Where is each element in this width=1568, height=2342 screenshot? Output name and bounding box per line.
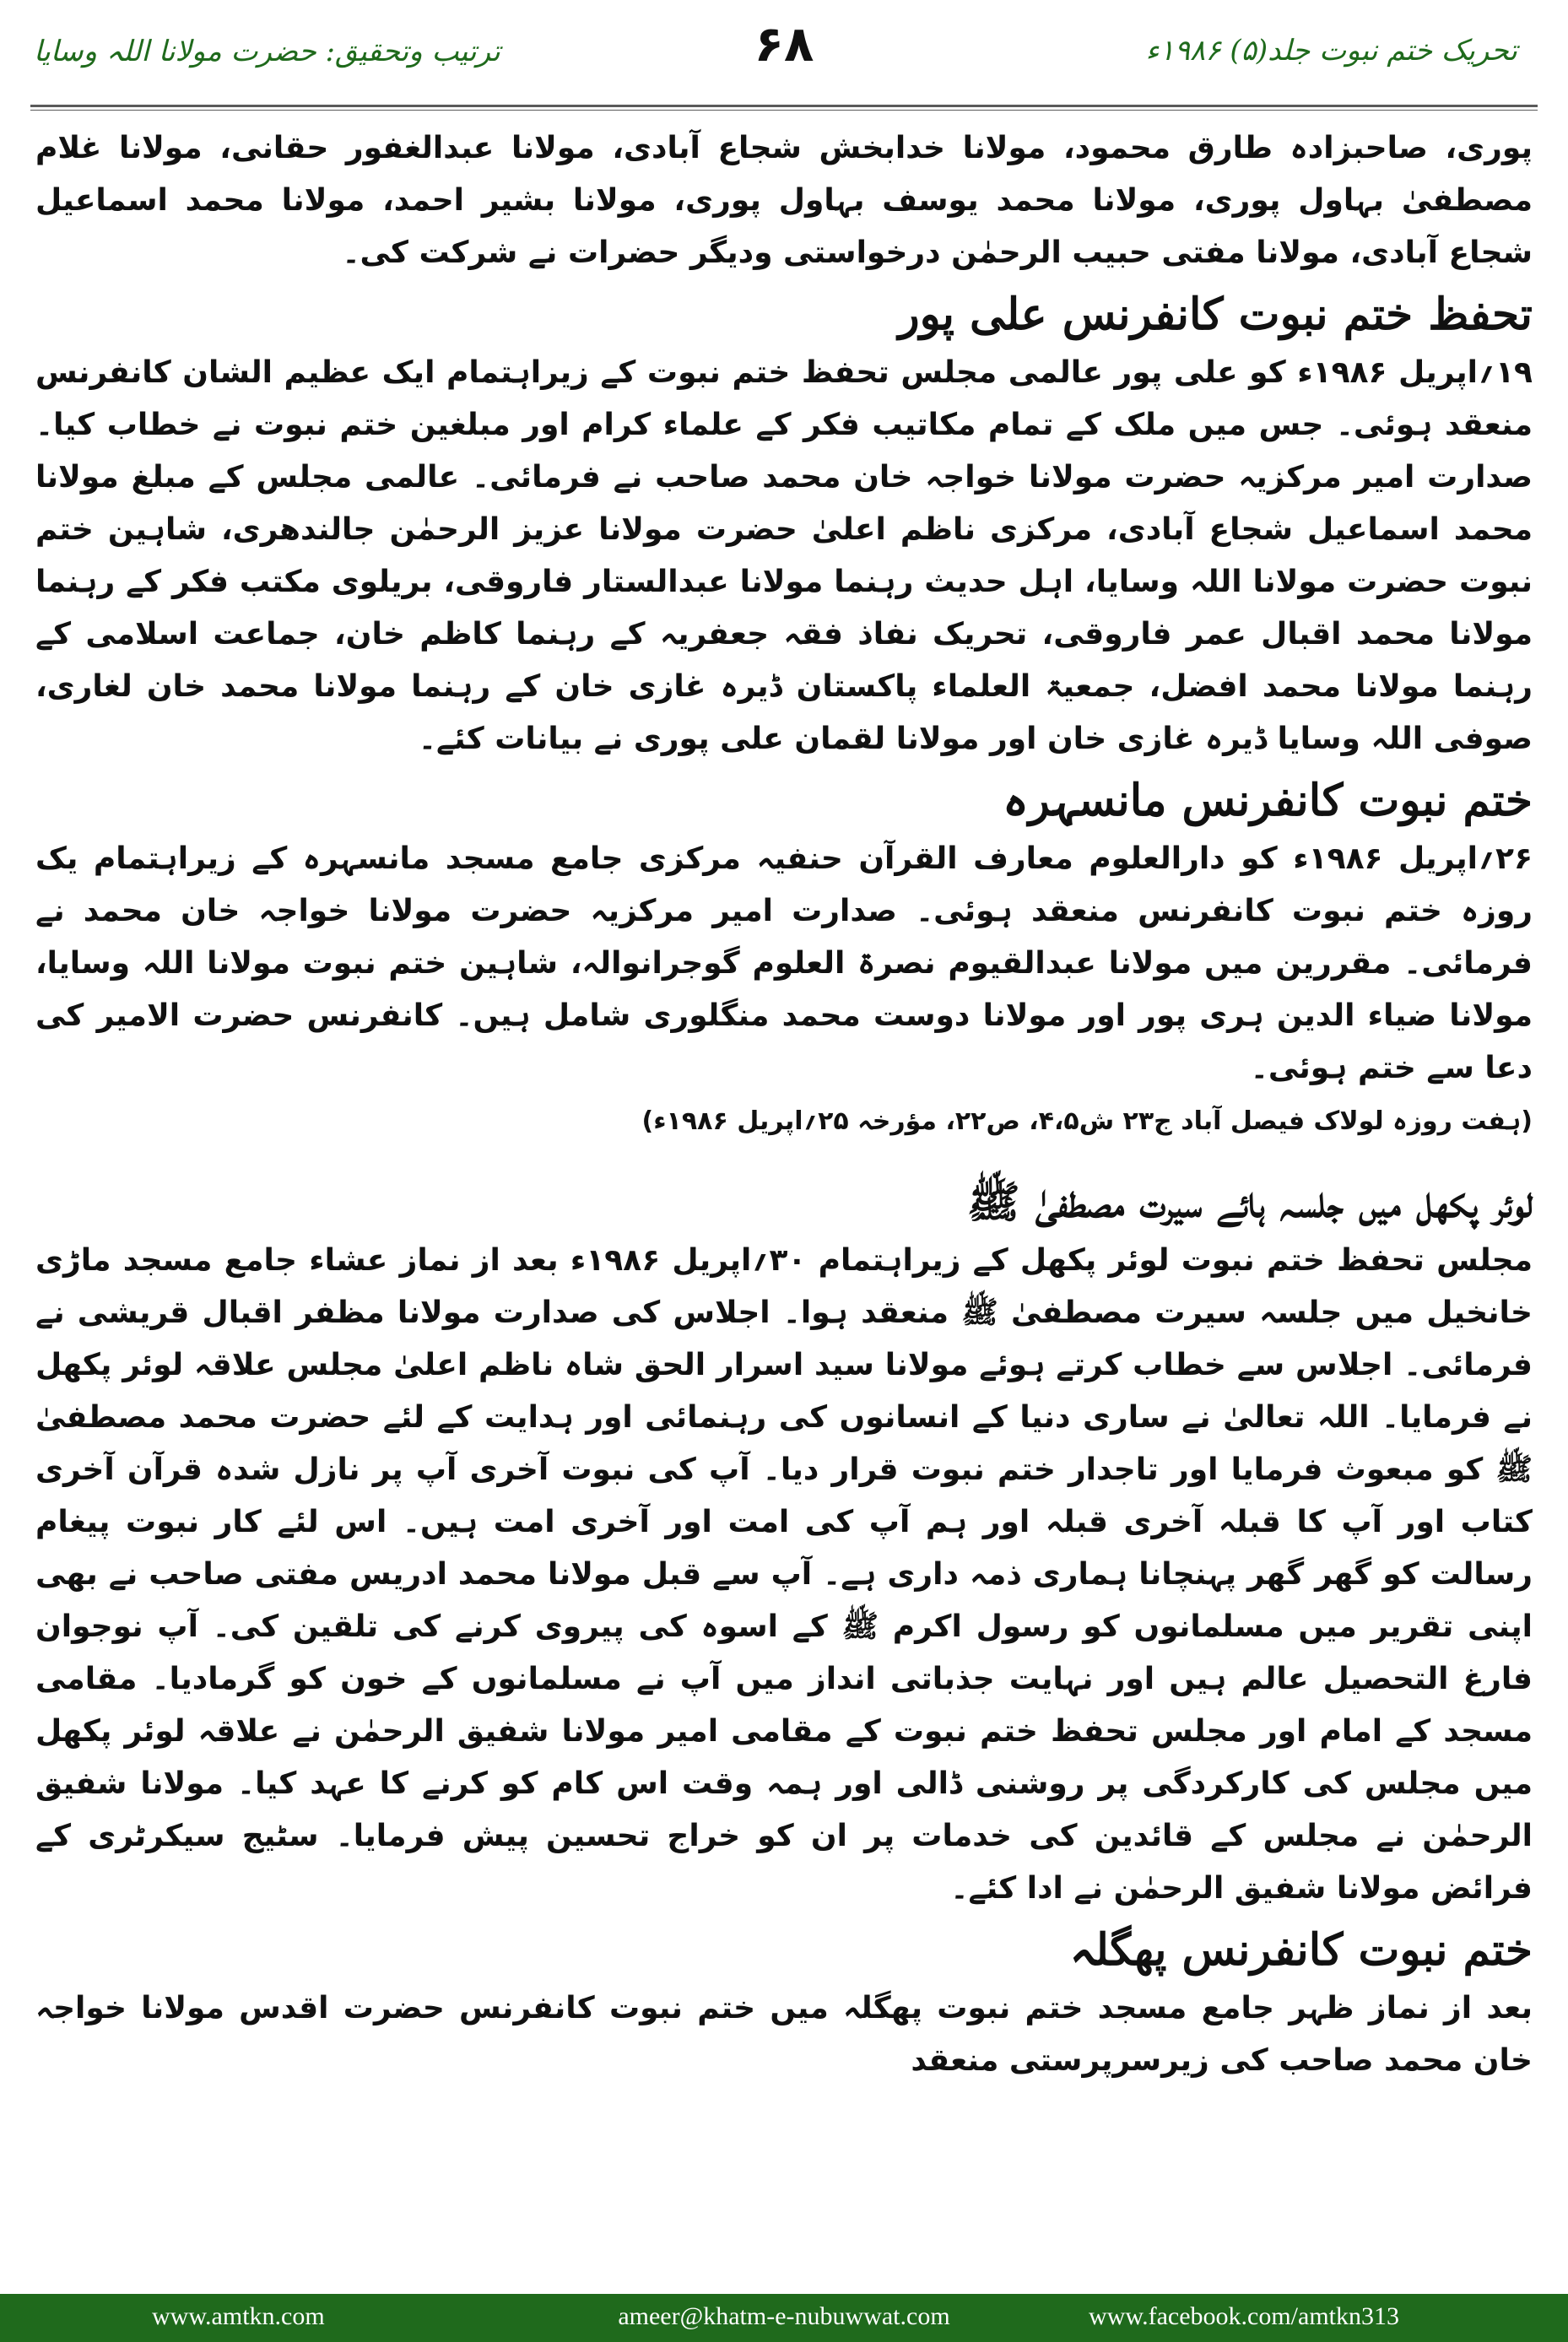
email-link[interactable]: ameer@khatm-e-nubuwwat.com xyxy=(618,2302,950,2330)
book-title: تحریک ختم نبوت جلد(۵) ۱۹۸۶ء xyxy=(1145,34,1517,68)
article-body xyxy=(35,122,1533,2087)
website-link[interactable]: www.amtkn.com xyxy=(152,2302,325,2330)
page-header xyxy=(0,0,1568,101)
section-heading: لوئر پکھل میں جلسہ ہائے سیرت مصطفیٰ ﷺ xyxy=(966,1176,1533,1228)
citation: (ہفت روزہ لولاک فیصل آباد ج۲۳ ش۴،۵، ص۲۲، مؤرخہ ۲۵؍اپریل ۱۹۸۶ء) xyxy=(641,1106,1533,1136)
paragraph: مجلس تحفظ ختم نبوت لوئر پکھل کے زیراہتمام ۳۰؍اپریل ۱۹۸۶ء بعد از نماز عشاء جامع مسجد ماڑی خانخیل میں جلسہ سیرت مصطفیٰ ﷺ منعقد ہوا۔ اجلاس کی صدارت مولانا مظفر اقبال قریشی نے فرمائی۔ اجلاس سے خطاب کرتے ہوئے مولانا سید اسرار الحق شاہ ناظم اعلیٰ مجلس علاقہ لوئر پکھل نے فرمایا۔ اللہ تعالیٰ نے ساری دنیا کے انسانوں کی رہنمائی اور ہدایت کے لئے حضرت محمد مصطفیٰ ﷺ کو مبعوث فرمایا اور تاجدار ختم نبوت قرار دیا۔ آپ کی نبوت آخری آپ پر نازل شدہ قرآن آخری کتاب اور آپ کا قبلہ آخری قبلہ اور ہم آپ کی امت اور آخری امت ہیں۔ اس لئے کار نبوت پیغام رسالت کو گھر گھر پہنچانا ہماری ذمہ داری ہے۔ آپ سے قبل مولانا محمد ادریس مفتی صاحب نے بھی اپنی تقریر میں مسلمانوں کو رسول اکرم ﷺ کے اسوہ کی پیروی کرنے کی تلقین کی۔ آپ نوجوان فارغ التحصیل عالم ہیں اور نہایت جذباتی انداز میں آپ نے مسلمانوں کے خون کو گرمادیا۔ مقامی مسجد کے امام اور مجلس تحفظ ختم نبوت کے مقامی امیر مولانا شفیق الرحمٰن نے علاقہ لوئر پکھل میں مجلس کی کارکردگی پر روشنی ڈالی اور ہمہ وقت اس کام کو کرنے کا عہد کیا۔ مولانا شفیق الرحمٰن نے مجلس کے قائدین کی خدمات پر ان کو خراج تحسین پیش فرمایا۔ سٹیج سیکرٹری کے فرائض مولانا شفیق الرحمٰن نے ادا کئے۔ xyxy=(35,1243,1533,1906)
compiler-credit: ترتیب وتحقیق: حضرت مولانا اللہ وسایا xyxy=(34,35,500,68)
section-heading: تحفظ ختم نبوت کانفرنس علی پور xyxy=(898,289,1533,340)
page-footer xyxy=(0,2294,1568,2342)
page-number: ۶۸ xyxy=(754,15,814,73)
paragraph: بعد از نماز ظہر جامع مسجد ختم نبوت پھگلہ میں ختم نبوت کانفرنس حضرت اقدس مولانا خواجہ خان محمد صاحب کی زیرسرپرستی منعقد xyxy=(35,1991,1533,2078)
section-heading: ختم نبوت کانفرنس پھگلہ xyxy=(1069,1924,1533,1976)
paragraph: ۲۶؍اپریل ۱۹۸۶ء کو دارالعلوم معارف القرآن حنفیہ مرکزی جامع مسجد مانسہرہ کے زیراہتمام یک روزہ ختم نبوت کانفرنس منعقد ہوئی۔ صدارت امیر مرکزیہ حضرت مولانا خواجہ خان محمد نے فرمائی۔ مقررین میں مولانا عبدالقیوم نصرۃ العلوم گوجرانوالہ، شاہین ختم نبوت مولانا اللہ وسایا، مولانا ضیاء الدین ہری پور اور مولانا دوست محمد منگلوری شامل ہیں۔ کانفرنس حضرت الامیر کی دعا سے ختم ہوئی۔ xyxy=(35,841,1533,1085)
facebook-link[interactable]: www.facebook.com/amtkn313 xyxy=(1089,2302,1399,2330)
paragraph: پوری، صاحبزادہ طارق محمود، مولانا خدابخش شجاع آبادی، مولانا عبدالغفور حقانی، مولانا غلام مصطفیٰ بہاول پوری، مولانا محمد یوسف بہاول پوری، مولانا بشیر احمد، مولانا محمد اسماعیل شجاع آبادی، مولانا مفتی حبیب الرحمٰن درخواستی ودیگر حضرات نے شرکت کی۔ xyxy=(35,131,1533,270)
section-heading: ختم نبوت کانفرنس مانسہرہ xyxy=(1003,775,1533,826)
paragraph: ۱۹؍اپریل ۱۹۸۶ء کو علی پور عالمی مجلس تحفظ ختم نبوت کے زیراہتمام ایک عظیم الشان کانفرنس منعقد ہوئی۔ جس میں ملک کے تمام مکاتیب فکر کے علماء کرام اور مبلغین ختم نبوت نے خطاب کیا۔ صدارت امیر مرکزیہ حضرت مولانا خواجہ خان محمد صاحب نے فرمائی۔ عالمی مجلس کے مبلغ مولانا محمد اسماعیل شجاع آبادی، مرکزی ناظم اعلیٰ حضرت مولانا عزیز الرحمٰن جالندھری، شاہین ختم نبوت حضرت مولانا اللہ وسایا، اہل حدیث رہنما مولانا عبدالستار فاروقی، بریلوی مکتب فکر کے رہنما مولانا محمد اقبال عمر فاروقی، تحریک نفاذ فقہ جعفریہ کے رہنما کاظم خان، جماعت اسلامی کے رہنما مولانا محمد افضل، جمعیۃ العلماء پاکستان ڈیرہ غازی خان کے رہنما مولانا محمد خان لغاری، صوفی اللہ وسایا ڈیرہ غازی خان اور مولانا لقمان علی پوری نے بیانات کئے۔ xyxy=(35,355,1533,756)
header-divider xyxy=(30,105,1538,107)
header-divider-thin xyxy=(30,110,1538,111)
